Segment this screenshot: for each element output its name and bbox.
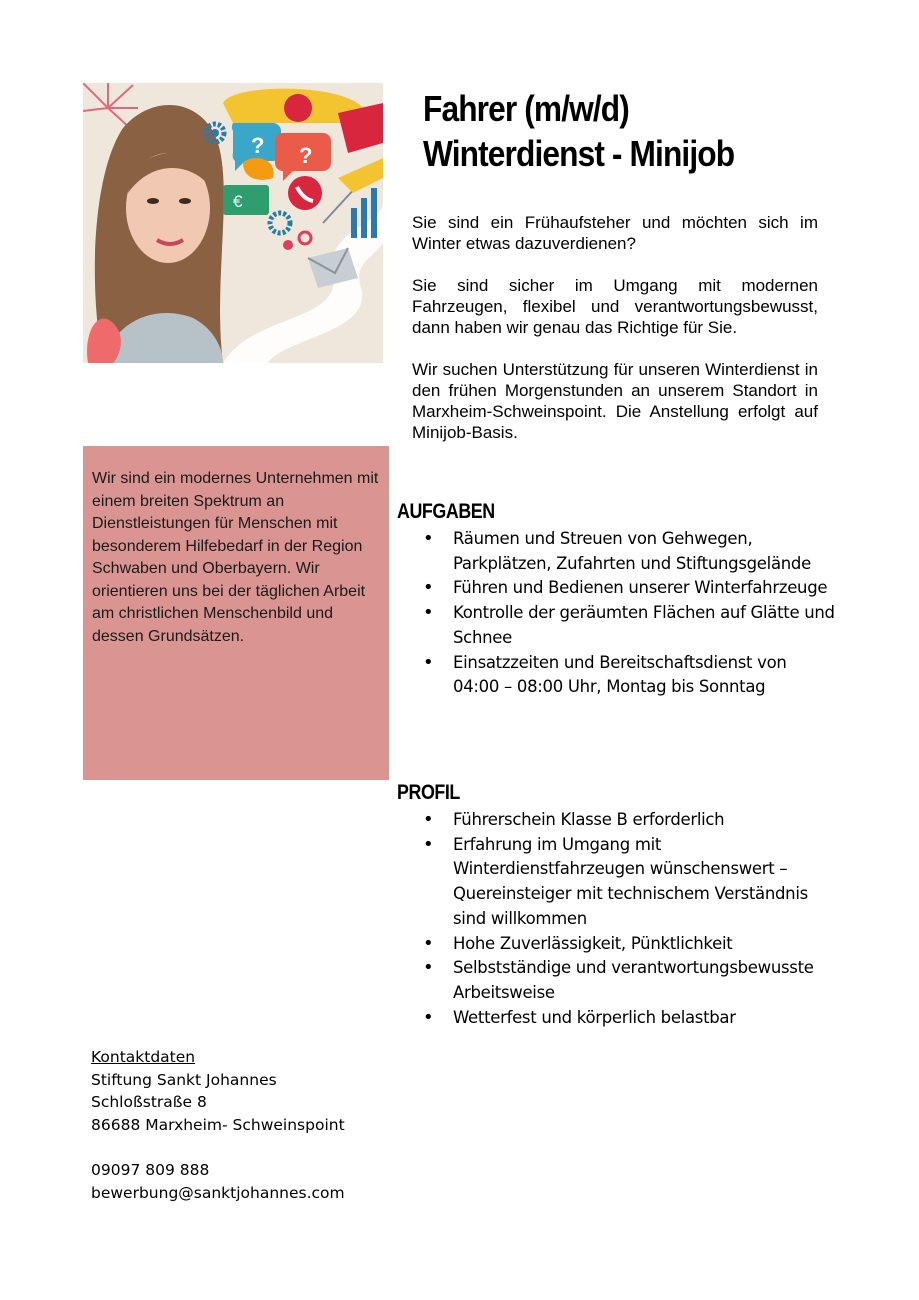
euro-note-icon xyxy=(223,185,269,215)
phone-icon xyxy=(288,176,322,210)
intro-text xyxy=(412,212,818,464)
contact-heading: Kontaktdaten xyxy=(91,1048,196,1066)
company-description: Wir sind ein modernes Unternehmen mit einem breiten Spektrum an Dienstleistungen für Menschen mit besonderem Hilfebedarf in der Region Schwaben und Oberbayern. Wir orientieren uns bei der täglichen Arbeit am christlichen Menschenbild und dessen Grundsätzen. xyxy=(92,470,379,645)
bullet-icon: • xyxy=(423,528,434,549)
list-item: • Erfahrung im Umgang mit Winterdienstfahrzeugen wünschenswert – Quereinsteiger mit technischem Verständnis sind willkommen xyxy=(423,833,808,928)
list-item: • Kontrolle der geräumten Flächen auf Glätte und Schnee xyxy=(423,602,835,647)
aufgaben-list xyxy=(397,527,837,700)
intro-paragraph-1: Sie sind ein Frühaufsteher und möchten sich im Winter etwas dazuverdienen? xyxy=(412,213,818,253)
contact-street: Schloßstraße 8 xyxy=(91,1093,207,1112)
intro-paragraph-3: Wir suchen Unterstützung für unseren Winterdienst in den frühen Morgenstunden an unserem Standort in Marxheim-Schweinspoint. Die Anstellung erfolgt auf Minijob-Basis. xyxy=(412,360,818,442)
profil-list xyxy=(397,808,837,1030)
list-item: • Räumen und Streuen von Gehwegen, Parkplätzen, Zufahrten und Stiftungsgelände xyxy=(423,528,811,573)
intro-paragraph-2: Sie sind sicher im Umgang mit modernen Fahrzeugen, flexibel und verantwortungsbewusst, dann haben wir genau das Richtige für Sie. xyxy=(412,276,818,337)
job-title xyxy=(423,86,810,176)
contact-city: 86688 Marxheim- Schweinspoint xyxy=(91,1115,345,1134)
bullet-icon: • xyxy=(423,577,434,599)
list-item: • Führen und Bedienen unserer Winterfahrzeuge xyxy=(397,576,837,601)
bullet-icon: • xyxy=(423,651,434,673)
bullet-icon: • xyxy=(423,602,434,624)
woman-illustration xyxy=(83,83,383,363)
svg-text:?: ? xyxy=(299,143,313,168)
bullet-icon: • xyxy=(423,833,434,855)
list-item: • Selbstständige und verantwortungsbewusste Arbeitsweise xyxy=(423,957,814,1002)
spacer xyxy=(91,1136,345,1159)
company-info-box xyxy=(83,446,389,780)
contact-phone: 09097 809 888 xyxy=(91,1160,210,1179)
list-item: • Führerschein Klasse B erforderlich xyxy=(397,808,837,833)
bullet-icon: • xyxy=(423,932,434,954)
svg-text:?: ? xyxy=(251,133,265,158)
header-photo xyxy=(83,83,383,363)
list-item: • Hohe Zuverlässigkeit, Pünktlichkeit xyxy=(397,932,837,957)
job-title-line1: Fahrer (m/w/d) xyxy=(423,88,629,129)
list-item: • Wetterfest und körperlich belastbar xyxy=(397,1006,837,1031)
bullet-icon: • xyxy=(423,1006,434,1028)
profil-heading: PROFIL xyxy=(397,781,460,804)
aufgaben-heading: AUFGABEN xyxy=(397,500,495,523)
bullet-icon: • xyxy=(423,957,434,979)
contact-organization: Stiftung Sankt Johannes xyxy=(91,1070,277,1089)
contact-block xyxy=(91,1046,345,1204)
job-title-line2: Winterdienst - Minijob xyxy=(423,133,735,174)
svg-text:€: € xyxy=(233,192,243,211)
bullet-icon: • xyxy=(423,809,434,830)
contact-email[interactable]: bewerbung@sanktjohannes.com xyxy=(91,1183,345,1202)
list-item: • Einsatzzeiten und Bereitschaftsdienst von 04:00 – 08:00 Uhr, Montag bis Sonntag xyxy=(423,651,787,697)
